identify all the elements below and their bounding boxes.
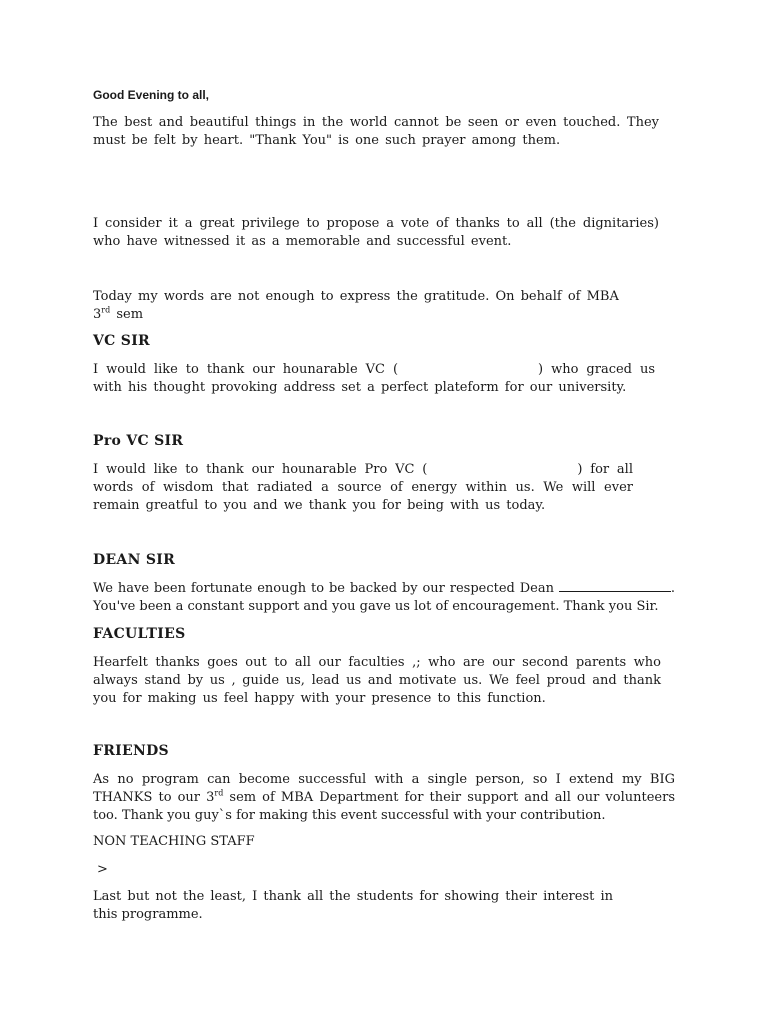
provc-text-start: I would like to thank our hounarable Pro VC ( [93,462,428,477]
gratitude-paragraph [93,288,659,324]
vc-text-start: I would like to thank our hounarable VC ( [93,362,399,377]
non-teaching-heading: NON TEACHING STAFF [93,834,255,849]
faculties-heading: FACULTIES [93,626,186,642]
vc-heading: VC SIR [93,333,150,349]
privilege-paragraph: I consider it a great privilege to propose a vote of thanks to all (the dignitaries) who have witnessed it as a memorable and successful event. [93,216,659,249]
faculties-paragraph: Hearfelt thanks goes out to all our faculties ,; who are our second parents who always stand by us , guide us, lead us and motivate us. We feel proud and thank you for making us feel happy with your presence to this function. [93,655,661,706]
provc-heading: Pro VC SIR [93,433,184,449]
dean-text-end: . You've been a constant support and you gave us lot of encouragement. Thank you Sir. [93,581,675,614]
dean-text-start: We have been fortunate enough to be backed by our respected Dean [93,581,559,596]
gratitude-text: Today my words are not enough to express the gratitude. On behalf of MBA [93,289,619,304]
vc-text-end: ) who graced us with his thought provoking address set a perfect plateform for our university. [93,362,656,395]
provc-text-end: ) for all words of wisdom that radiated a source of energy within us. We will ever remain greatful to you and we thank you for being with us today. [93,462,634,513]
intro-paragraph: The best and beautiful things in the world cannot be seen or even touched. They must be felt by heart. "Thank You" is one such prayer among them. [93,115,659,148]
vc-paragraph [93,361,655,397]
closing-paragraph: Last but not the least, I thank all the students for showing their interest in this programme. [93,889,613,922]
gratitude-sem-number: 3 [93,307,102,322]
friends-text-start: As no program can become successful with a single person, so I extend my BIG THANKS to our [93,772,675,805]
friends-sem-number: 3 [206,790,215,805]
friends-text-end: sem of MBA Department for their support and all our volunteers too. Thank you guy`s for making this event successful with your contribution. [93,790,675,823]
greeting: Good Evening to all, [93,88,210,102]
friends-sem-suffix: rd [214,788,224,798]
friends-heading: FRIENDS [93,743,169,759]
dean-heading: DEAN SIR [93,552,176,568]
gratitude-sem-word: sem [110,307,144,322]
dean-paragraph [93,580,675,616]
friends-paragraph [93,771,675,825]
dean-name-blank [559,580,671,592]
provc-paragraph [93,461,633,515]
non-teaching-marker: > [97,862,108,877]
gratitude-sem-suffix: rd [101,305,111,315]
